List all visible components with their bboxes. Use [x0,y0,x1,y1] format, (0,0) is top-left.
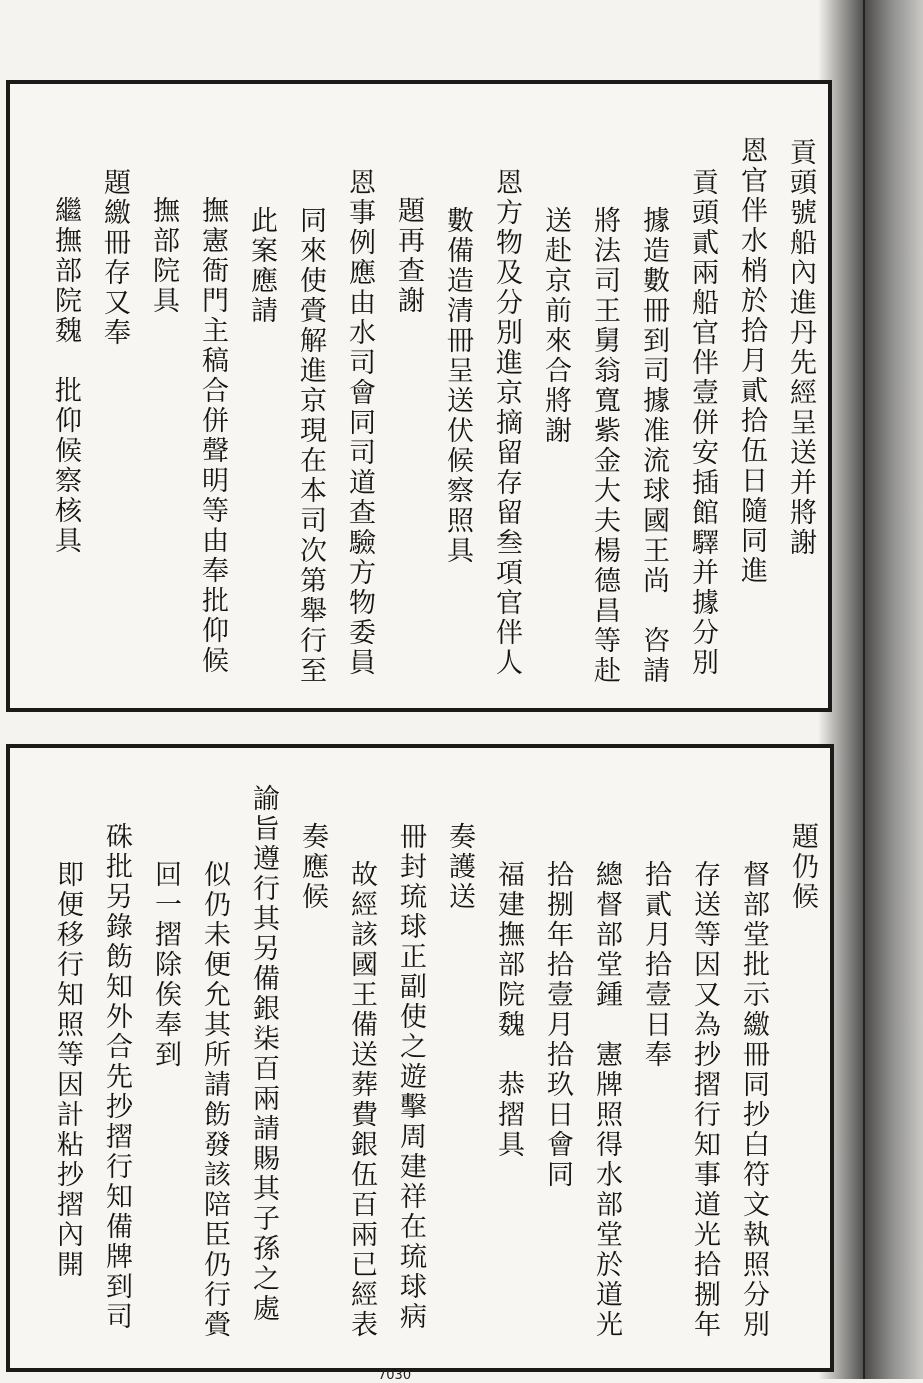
text-column [340,748,389,1368]
text-column [732,748,781,1368]
text-column [583,84,632,708]
text-column [683,748,732,1368]
text-column [387,84,436,708]
column-text: 回一摺除俟奉到 [150,860,181,1070]
column-text: 諭旨遵行其另備銀柒百兩請賜其子孫之處 [248,784,279,1324]
column-text: 此案應請 [246,206,277,326]
column-text: 貢頭號船內進丹先經呈送并將謝 [785,138,816,558]
text-column [634,748,683,1368]
text-column [44,84,93,708]
column-text: 督部堂批示繳冊同抄白符文執照分別 [738,860,769,1340]
bottom-text-panel [6,744,834,1372]
column-text: 恩事例應由水司會同司道查驗方物委員 [344,168,375,678]
text-column [487,748,536,1368]
column-text: 總督部堂鍾 憲牌照得水部堂於道光 [591,860,622,1340]
column-text: 題仍候 [787,822,818,912]
text-column [536,748,585,1368]
top-panel-columns [16,84,828,708]
text-column [438,748,487,1368]
text-column [46,748,95,1368]
column-text: 題繳冊存又奉 [99,168,130,348]
column-text: 據造數冊到司據准流球國王尚 咨請 [638,206,669,686]
column-text: 恩方物及分別進京摘留存留叁項官伴人 [491,168,522,678]
column-text: 繼撫部院魏 批仰候察核具 [50,196,81,556]
text-column [534,84,583,708]
text-column [681,84,730,708]
column-text: 貢頭貳兩船官伴壹併安插館驛并據分別 [687,168,718,678]
bottom-panel-columns [14,748,830,1368]
binding-edge-line [863,0,865,1379]
text-column [93,84,142,708]
column-text: 即便移行知照等因計粘抄摺內開 [52,860,83,1280]
text-column [144,748,193,1368]
text-column [193,748,242,1368]
text-column [779,84,828,708]
text-column [436,84,485,708]
column-text: 題再查謝 [393,196,424,316]
page-number: 7030 [378,1368,412,1383]
top-text-panel [6,80,832,712]
column-text: 似仍未便允其所請飭發該陪臣仍行賫 [199,860,230,1340]
text-column [289,84,338,708]
column-text: 存送等因又為抄摺行知事道光拾捌年 [689,860,720,1340]
text-column [95,748,144,1368]
column-text: 故經該國王備送葬費銀伍百兩已經表 [346,860,377,1340]
column-text: 奏應候 [297,822,328,912]
text-column [585,748,634,1368]
text-column [242,748,291,1368]
column-text: 拾捌年拾壹月拾玖日會同 [542,860,573,1190]
column-text: 奏護送 [444,822,475,912]
column-text: 撫憲衙門主稿合併聲明等由奉批仰候 [197,196,228,676]
column-text: 冊封琉球正副使之遊擊周建祥在琉球病 [395,822,426,1332]
text-column [291,748,340,1368]
column-text: 硃批另錄飭知外合先抄摺行知備牌到司 [101,822,132,1332]
column-text: 送赴京前來合將謝 [540,206,571,446]
column-text: 數備造清冊呈送伏候察照具 [442,206,473,566]
text-column [485,84,534,708]
text-column [389,748,438,1368]
column-text: 撫部院具 [148,196,179,316]
text-column [730,84,779,708]
column-text: 恩官伴水梢於拾月貳拾伍日隨同進 [736,136,767,586]
text-column [142,84,191,708]
text-column [781,748,830,1368]
text-column [191,84,240,708]
text-column [240,84,289,708]
column-text: 拾貳月拾壹日奉 [640,860,671,1070]
column-text: 同來使賫解進京現在本司次第舉行至 [295,206,326,686]
text-column [338,84,387,708]
text-column [632,84,681,708]
column-text: 將法司王舅翁寬紫金大夫楊德昌等赴 [589,206,620,686]
column-text: 福建撫部院魏 恭摺具 [493,860,524,1160]
